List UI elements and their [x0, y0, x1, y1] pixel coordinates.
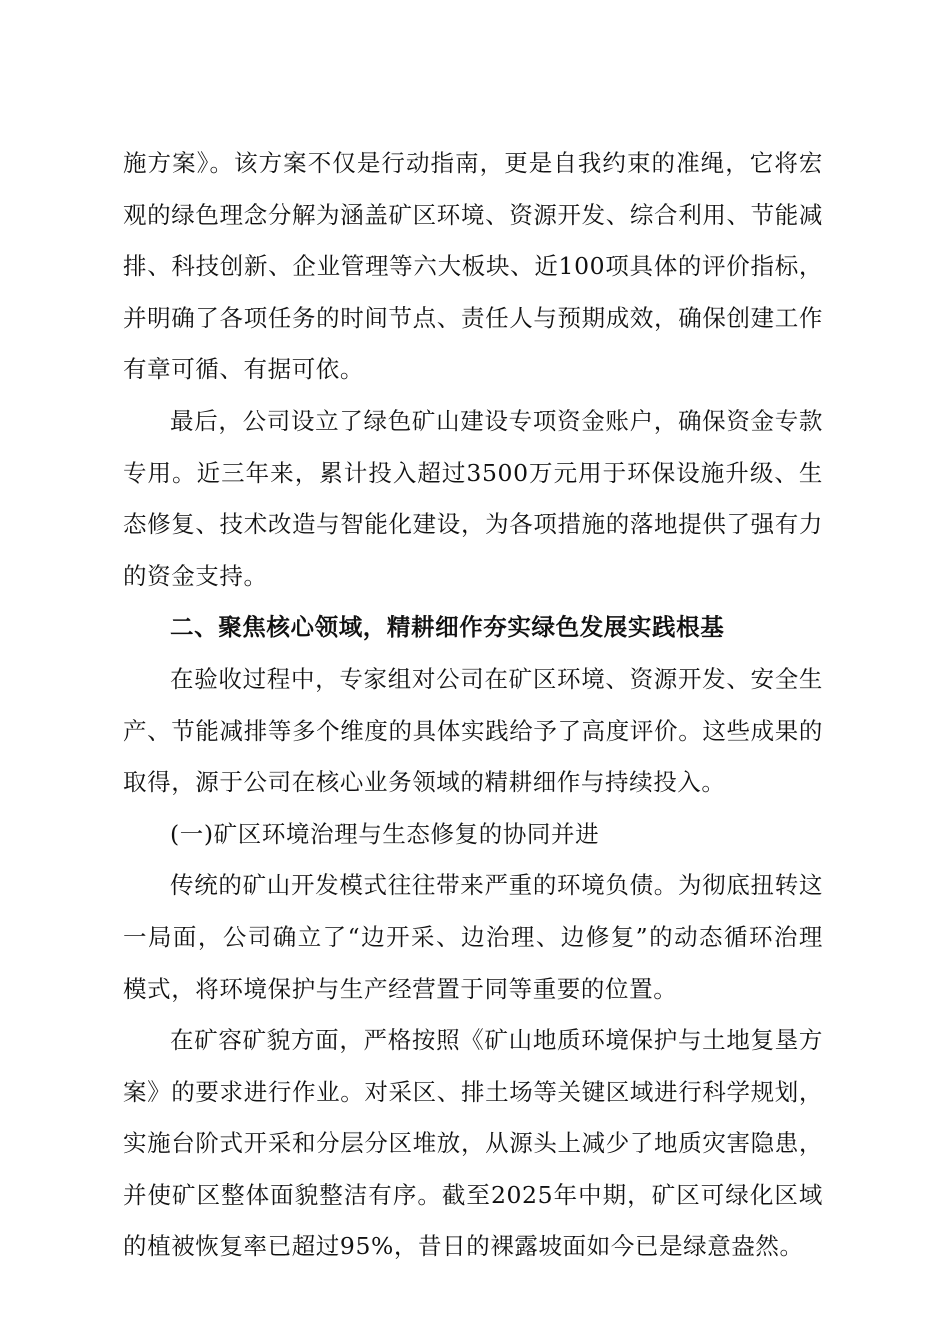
- paragraph-mine-appearance: 在矿容矿貌方面，严格按照《矿山地质环境保护与土地复垦方案》的要求进行作业。对采区、排土场等关键区域进行科学规划，实施台阶式开采和分层分区堆放，从源头上减少了地质灾害隐患，并使矿区整体面貌整洁有序。截至2025年中期，矿区可绿化区域的植被恢复率已超过95%，昔日的裸露坡面如今已是绿意盎然。: [123, 1026, 823, 1261]
- paragraph-acceptance-review: 在验收过程中，专家组对公司在矿区环境、资源开发、安全生产、节能减排等多个维度的具体实践给予了高度评价。这些成果的取得，源于公司在核心业务领域的精耕细作与持续投入。: [123, 664, 823, 797]
- paragraph-plan-continuation: 施方案》。该方案不仅是行动指南，更是自我约束的准绳，它将宏观的绿色理念分解为涵盖矿区环境、资源开发、综合利用、节能减排、科技创新、企业管理等六大板块、近100项具体的评价指标，并明确了各项任务的时间节点、责任人与预期成效，确保创建工作有章可循、有据可依。: [123, 149, 823, 384]
- paragraph-funding: 最后，公司设立了绿色矿山建设专项资金账户，确保资金专款专用。近三年来，累计投入超过3500万元用于环保设施升级、生态修复、技术改造与智能化建设，为各项措施的落地提供了强有力的资金支持。: [123, 406, 823, 590]
- document-body: [123, 138, 823, 1273]
- paragraph-traditional-mining: 传统的矿山开发模式往往带来严重的环境负债。为彻底扭转这一局面，公司确立了“边开采、边治理、边修复”的动态循环治理模式，将环境保护与生产经营置于同等重要的位置。: [123, 871, 823, 1003]
- section-heading-two: 二、聚焦核心领域，精耕细作夯实绿色发展实践根基: [170, 613, 725, 642]
- subsection-heading-one: (一)矿区环境治理与生态修复的协同并进: [170, 819, 600, 848]
